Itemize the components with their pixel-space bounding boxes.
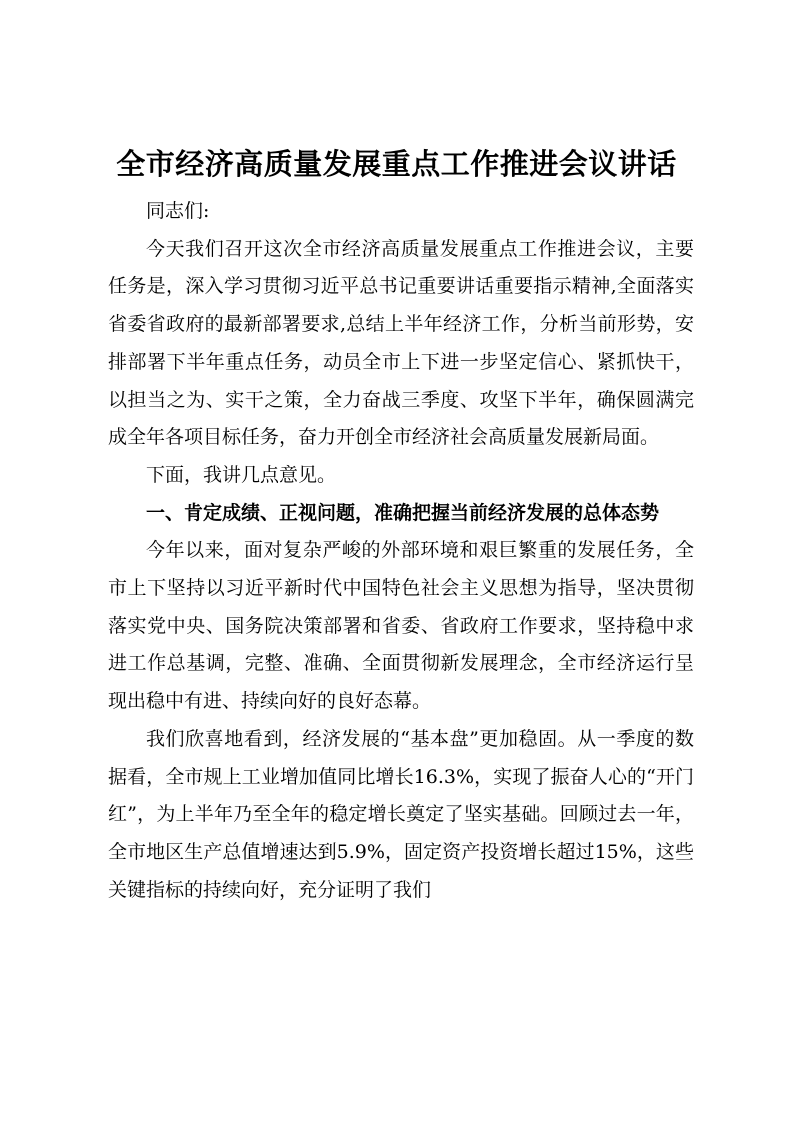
paragraph: 我们欣喜地看到，经济发展的“基本盘”更加稳固。从一季度的数据看，全市规上工业增加值同比增长16.3%，实现了振奋人心的“开门红”，为上半年乃至全年的稳定增长奠定了坚实基础。回顾过去一年，全市地区生产总值增速达到5.9%，固定资产投资增长超过15%，这些关键指标的持续向好，充分证明了我们 <box>108 727 694 901</box>
paragraph: 今年以来，面对复杂严峻的外部环境和艰巨繁重的发展任务，全市上下坚持以习近平新时代中国特色社会主义思想为指导，坚决贯彻落实党中央、国务院决策部署和省委、省政府工作要求，坚持稳中求进工作总基调，完整、准确、全面贯彻新发展理念，全市经济运行呈现出稳中有进、持续向好的良好态幕。 <box>108 539 694 713</box>
paragraph: 下面，我讲几点意见。 <box>146 463 337 486</box>
section-heading: 一、肯定成绩、正视问题，准确把握当前经济发展的总体态势 <box>146 501 660 524</box>
document-title: 全市经济高质量发展重点工作推进会议讲话 <box>116 147 677 181</box>
document-body <box>108 193 694 909</box>
salutation: 同志们: <box>146 200 210 222</box>
paragraph: 今天我们召开这次全市经济高质量发展重点工作推进会议，主要任务是，深入学习贯彻习近平总书记重要讲话重要指示精神,全面落实省委省政府的最新部署要求,总结上半年经济工作，分析当前形势，安排部署下半年重点任务，动员全市上下进一步坚定信心、紧抓快干，以担当之为、实干之策，全力奋战三季度、攻坚下半年，确保圆满完成全年各项目标任务，奋力开创全市经济社会高质量发展新局面。 <box>108 237 694 449</box>
